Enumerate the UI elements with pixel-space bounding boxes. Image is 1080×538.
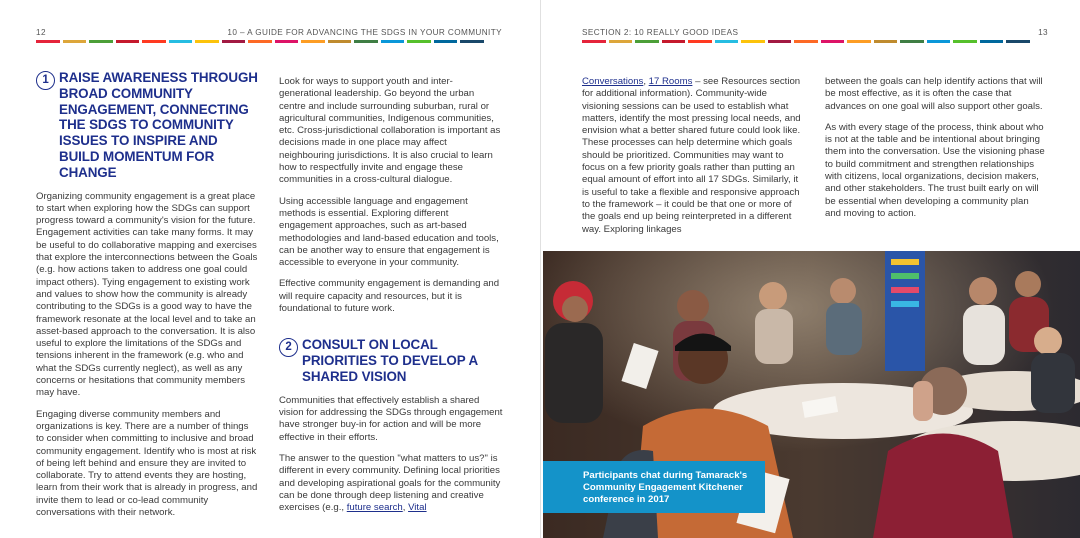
sdg-color-segment [63, 40, 87, 43]
left-page-number: 12 [36, 28, 46, 37]
sdg-color-segment [275, 40, 299, 43]
sdg-color-segment [794, 40, 818, 43]
sdg-color-segment [635, 40, 659, 43]
sdg-color-segment [900, 40, 924, 43]
sdg-color-segment [354, 40, 378, 43]
conference-photo [543, 251, 1080, 538]
sdg-color-segment [89, 40, 113, 43]
paragraph: between the goals can help identify actions that will be most effective, as it is often the case that advances on one goal will also support other goals. [825, 76, 1043, 112]
sdg-color-segment [328, 40, 352, 43]
vital-conversations-link[interactable]: Vital [408, 502, 427, 514]
sdg-color-segment [169, 40, 193, 43]
sdg-color-segment [407, 40, 431, 43]
sdg-color-segment [715, 40, 739, 43]
right-column-2 [825, 76, 1047, 229]
sdg-color-segment [434, 40, 458, 43]
paragraph: Conversations, 17 Rooms – see Resources section for additional information). Community-wide visioning sessions can be used to establish what matters, identify the most pressing local needs, and envision what a better shared future could look like. These processes can help determine which goals should be prioritized. Communities may want to focus on a few priority goals rather than putting an equal amount of effort into all 17 SDGs. Similarly, it is useful to take a flexible and responsive approach to the framework – it could be that one or more of the goals end up being reinterpreted in a different way. Exploring linkages [582, 76, 801, 235]
sdg-color-bar-right [582, 40, 1030, 43]
sdg-color-segment [195, 40, 219, 43]
left-running-title: 10 – A GUIDE FOR ADVANCING THE SDGS IN YOUR COMMUNITY [227, 28, 502, 37]
conversations-link[interactable]: Conversations [582, 76, 644, 87]
paragraph: Communities that effectively establish a shared vision for addressing the SDGs through engagement have stronger buy-in for action and will be more effective in their efforts. [279, 394, 503, 443]
17-rooms-link[interactable]: 17 Rooms [648, 76, 693, 87]
sdg-color-segment [301, 40, 325, 43]
paragraph: As with every stage of the process, think about who is not at the table and be intentional about bringing them into the conversation. Use the visioning phase to build commitment and strengthen relationships with citizens, local organizations, decision makers, and other stakeholders. The trust built early on will be essential when developing a community plan and moving to action. [825, 121, 1045, 219]
paragraph: Engaging diverse community members and organizations is key. There are a number of things to consider when committing to inclusive and broad community engagement. Identify who is most at risk of being left behind and ensure they are invited to collaborate. Try to attend events they are hosting, learn from their work that is already in progress, and invite them to lead or co-lead community conversations with their network. [36, 408, 258, 518]
future-search-link[interactable]: future search [346, 502, 403, 514]
right-column-1 [582, 76, 806, 245]
sdg-color-segment [874, 40, 898, 43]
sdg-color-segment [953, 40, 977, 43]
sdg-color-segment [582, 40, 606, 43]
left-column-2 [279, 76, 503, 523]
right-page [540, 0, 1080, 538]
paragraph: Using accessible language and engagement methods is essential. Exploring different engagement approaches, such as art-based methodologies and land-based education and tools, can be another way to ensure that engagement is accessible to everyone in your community. [279, 195, 499, 269]
left-column-1 [36, 70, 258, 528]
sdg-color-segment [222, 40, 246, 43]
sdg-color-segment [927, 40, 951, 43]
paragraph-text: The answer to the question "what matters to us?" is different in every community. Defining local priorities and developing aspirational goals for the community can be done through deep listening and creative exercises (e.g., [279, 452, 501, 514]
right-page-number: 13 [1038, 28, 1048, 37]
sdg-color-segment [768, 40, 792, 43]
paragraph-text: – see Resources section for additional information). Community-wide visioning sessions can be used to establish what matters, identify the most pressing local needs, and envision what a better shared future could look like. These processes can help determine which goals should be prioritized. Communities may want to focus on a few priority goals rather than putting an equal amount of effort into all 17 SDGs. Similarly, it is useful to take a flexible and responsive approach to the framework – it could be that one or more of the goals end up being reinterpreted in a different way. Exploring linkages [582, 76, 801, 235]
sdg-color-segment [381, 40, 405, 43]
sdg-color-bar-left [36, 40, 484, 43]
sdg-color-segment [460, 40, 484, 43]
sdg-color-segment [142, 40, 166, 43]
section-title: RAISE AWARENESS THROUGH BROAD COMMUNITY ENGAGEMENT, CONNECTING THE SDGS TO COMMUNITY ISSUES TO INSPIRE AND BUILD MOMENTUM FOR CHANGE [59, 70, 258, 180]
sdg-color-segment [662, 40, 686, 43]
sdg-color-segment [847, 40, 871, 43]
section-number-badge: 1 [36, 71, 55, 90]
sdg-color-segment [36, 40, 60, 43]
sdg-color-segment [688, 40, 712, 43]
section-title: CONSULT ON LOCAL PRIORITIES TO DEVELOP A SHARED VISION [302, 337, 478, 384]
sdg-color-segment [1006, 40, 1030, 43]
paragraph: Effective community engagement is demanding and will require capacity and resources, but it is foundational to future work. [279, 278, 500, 315]
sdg-color-segment [821, 40, 845, 43]
section-heading-1 [36, 70, 258, 181]
paragraph: Look for ways to support youth and inter-generational leadership. Go beyond the urban centre and include surrounding suburban, rural or agricultural communities, Indigenous communities, etc. Cross-jurisdictional collaboration is important as decisions made in one place may affect neighbouring jurisdictions. It is also crucial to learn how to respectfully invite and engage these communities in a cross-cultural dialogue. [279, 76, 501, 186]
right-running-title: SECTION 2: 10 REALLY GOOD IDEAS [582, 28, 739, 37]
paragraph: The answer to the question "what matters to us?" is different in every community. Defining local priorities and developing aspirational goals for the community can be done through deep listening and creative exercises (e.g., future search, Vital [279, 452, 501, 514]
sdg-color-segment [609, 40, 633, 43]
sdg-color-segment [980, 40, 1004, 43]
section-number-badge: 2 [279, 338, 298, 357]
sdg-color-segment [248, 40, 272, 43]
sdg-color-segment [741, 40, 765, 43]
section-heading-2 [279, 337, 503, 384]
paragraph: Organizing community engagement is a great place to start when exploring how the SDGs can support progress toward a community's vision for the future. Engagement activities can take many forms. It may be useful to do collaborative mapping and exercises that explore the interconnections between the Goals (e.g. how actions taken to address one goal could impact others). Tying engagement to existing work and values to show how the community is already contributing to the SDGs is a good way to have the framework resonate at the local level and to take an asset-based approach to the conversation. It is also useful to explore the limitations of the SDGs and tensions inherent in the framework (e.g. who and what the SDGs currently neglect), as well as any concerns or hesitations that community members may have. [36, 190, 258, 399]
sdg-color-segment [116, 40, 140, 43]
photo-caption: Participants chat during Tamarack's Community Engagement Kitchener conference in 2017 [543, 461, 765, 513]
